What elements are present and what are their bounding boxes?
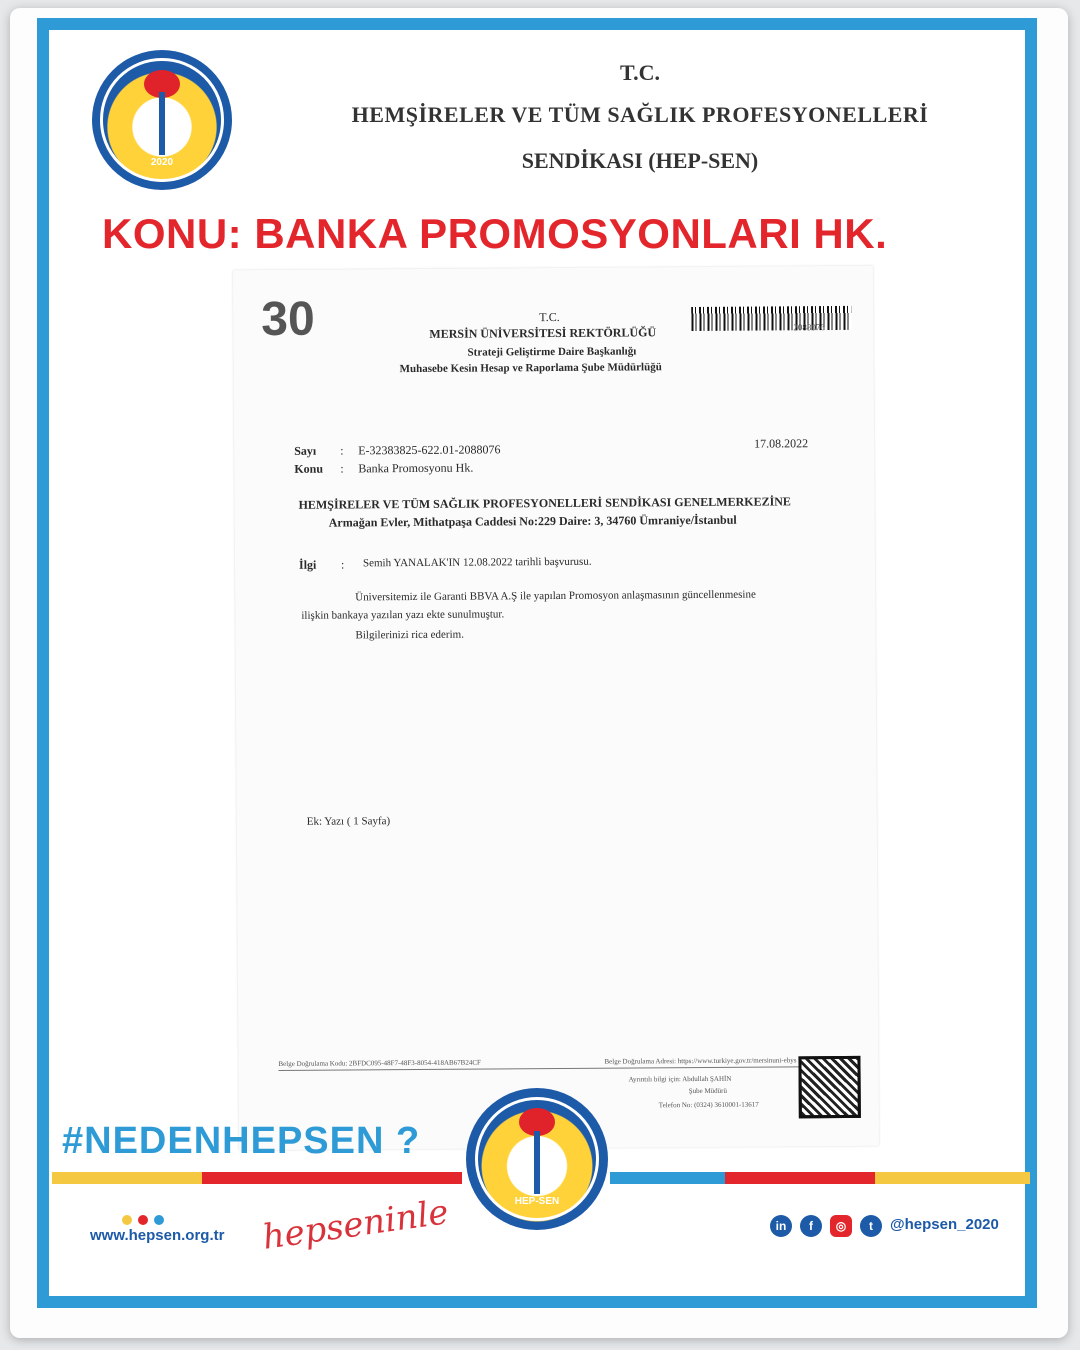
subject-banner: KONU: BANKA PROMOSYONLARI HK.	[102, 210, 888, 257]
instagram-icon[interactable]: ◎	[830, 1215, 852, 1237]
header-tc: T.C.	[620, 60, 660, 85]
social-handle[interactable]: @hepsen_2020	[890, 1216, 999, 1233]
scanned-letter: 30 2088076 T.C. MERSİN ÜNİVERSİTESİ REKTÖRLÜĞÜ Strateji Geliştirme Daire Başkanlığı Muhasebe Kesin Hesap ve Raporlama Şube Müdürlüğü Sayı : E-32383825-622.01-2088076 17.08.2022 Konu : Banka Promosyonu Hk. HEMŞİRELER VE TÜM SAĞLIK PROFESYONELLERİ SENDİKASI GENELMERKEZİNE Armağan Evler, Mithatpaşa Caddesi No:229 Daire: 3, 34760 Ümraniye/İstanbul İlgi : Semih YANALAK'IN 12.08.2022 tarihli başvurusu. Üniversitemiz ile Garanti BBVA A.Ş ile yapılan Promosyon anlaşmasının güncellenmesine ilişkin bankaya yazılan yazı ekte sunulmuştur. Bilgilerinizi rica ederim. Ek: Yazı ( 1 Sayfa) Belge Doğrulama Kodu: 2BFDC095-48F7-48F3-8054-418AB67B24CF Belge Doğrulama Adresi: https://www.turkiye.gov.tr/mersinuni-ebys Ayrıntılı bilgi için: Abdullah ŞAHİN Şube Müdürü Telefon No: (0324) 3610001-13617	[233, 266, 879, 1150]
twitter-icon[interactable]: t	[860, 1215, 882, 1237]
header-line1: HEMŞİRELER VE TÜM SAĞLIK PROFESYONELLERİ	[351, 102, 929, 127]
signer-info: Ayrıntılı bilgi için: Abdullah ŞAHİN	[628, 1074, 732, 1084]
ilgi-value: Semih YANALAK'IN 12.08.2022 tarihli başvurusu.	[362, 555, 592, 570]
ilgi-label: İlgi	[298, 557, 317, 572]
blue-dot	[154, 1215, 164, 1225]
yellow-dot	[122, 1215, 132, 1225]
hashtag: #NEDENHEPSEN ?	[62, 1120, 421, 1162]
facebook-icon[interactable]: f	[800, 1215, 822, 1237]
sayi-value: E-32383825-622.01-2088076	[358, 442, 501, 458]
doc-date: 17.08.2022	[754, 436, 809, 451]
logo-year: 2020	[150, 156, 174, 168]
slogan: hepseninle	[260, 1192, 451, 1258]
konu-label: Konu	[294, 461, 324, 476]
body-line2: ilişkin bankaya yazılan yazı ekte sunulmuştur.	[301, 608, 505, 622]
barcode-icon	[691, 306, 851, 331]
header-line2: SENDİKASI (HEP-SEN)	[521, 148, 759, 173]
recipient: HEMŞİRELER VE TÜM SAĞLIK PROFESYONELLERİ SENDİKASI GENELMERKEZİNE	[298, 494, 791, 512]
stripe-red-2	[725, 1172, 875, 1184]
stripe-yellow-2	[875, 1172, 1030, 1184]
signer-phone: Telefon No: (0324) 3610001-13617	[658, 1100, 759, 1110]
stripe-red-1	[202, 1172, 462, 1184]
stripe-yellow-1	[52, 1172, 202, 1184]
doc-dept2: Muhasebe Kesin Hesap ve Raporlama Şube Müdürlüğü	[399, 361, 662, 376]
attachment-note: Ek: Yazı ( 1 Sayfa)	[306, 815, 391, 828]
red-dot	[138, 1215, 148, 1225]
anniversary-mark: 30	[261, 292, 315, 347]
doc-institution: MERSİN ÜNİVERSİTESİ REKTÖRLÜĞÜ	[429, 325, 657, 341]
logo-label: HEP-SEN	[514, 1196, 560, 1208]
stripe-blue-1	[610, 1172, 725, 1184]
social-icons	[770, 1215, 882, 1237]
linkedin-icon[interactable]: in	[770, 1215, 792, 1237]
doc-tc: T.C.	[539, 309, 560, 325]
body-line3: Bilgilerinizi rica ederim.	[355, 628, 464, 642]
website-link[interactable]: www.hepsen.org.tr	[90, 1227, 225, 1244]
barcode-number: 2088076	[793, 322, 825, 333]
konu-value: Banka Promosyonu Hk.	[358, 460, 474, 476]
verification-address: Belge Doğrulama Adresi: https://www.turkiye.gov.tr/mersinuni-ebys	[604, 1056, 797, 1066]
body-line1: Üniversitemiz ile Garanti BBVA A.Ş ile yapılan Promosyon anlaşmasının güncellenmesine	[355, 588, 756, 604]
verification-code: Belge Doğrulama Kodu: 2BFDC095-48F7-48F3-8054-418AB67B24CF	[278, 1058, 481, 1068]
doc-dept1: Strateji Geliştirme Daire Başkanlığı	[467, 345, 637, 359]
caduceus-icon	[534, 1131, 540, 1195]
hepsen-logo-bottom	[466, 1088, 608, 1230]
qr-code-icon	[798, 1056, 860, 1118]
signer-title: Şube Müdürü	[688, 1086, 728, 1096]
recipient-address: Armağan Evler, Mithatpaşa Caddesi No:229 Daire: 3, 34760 Ümraniye/İstanbul	[328, 512, 737, 530]
sayi-label: Sayı	[294, 443, 317, 458]
